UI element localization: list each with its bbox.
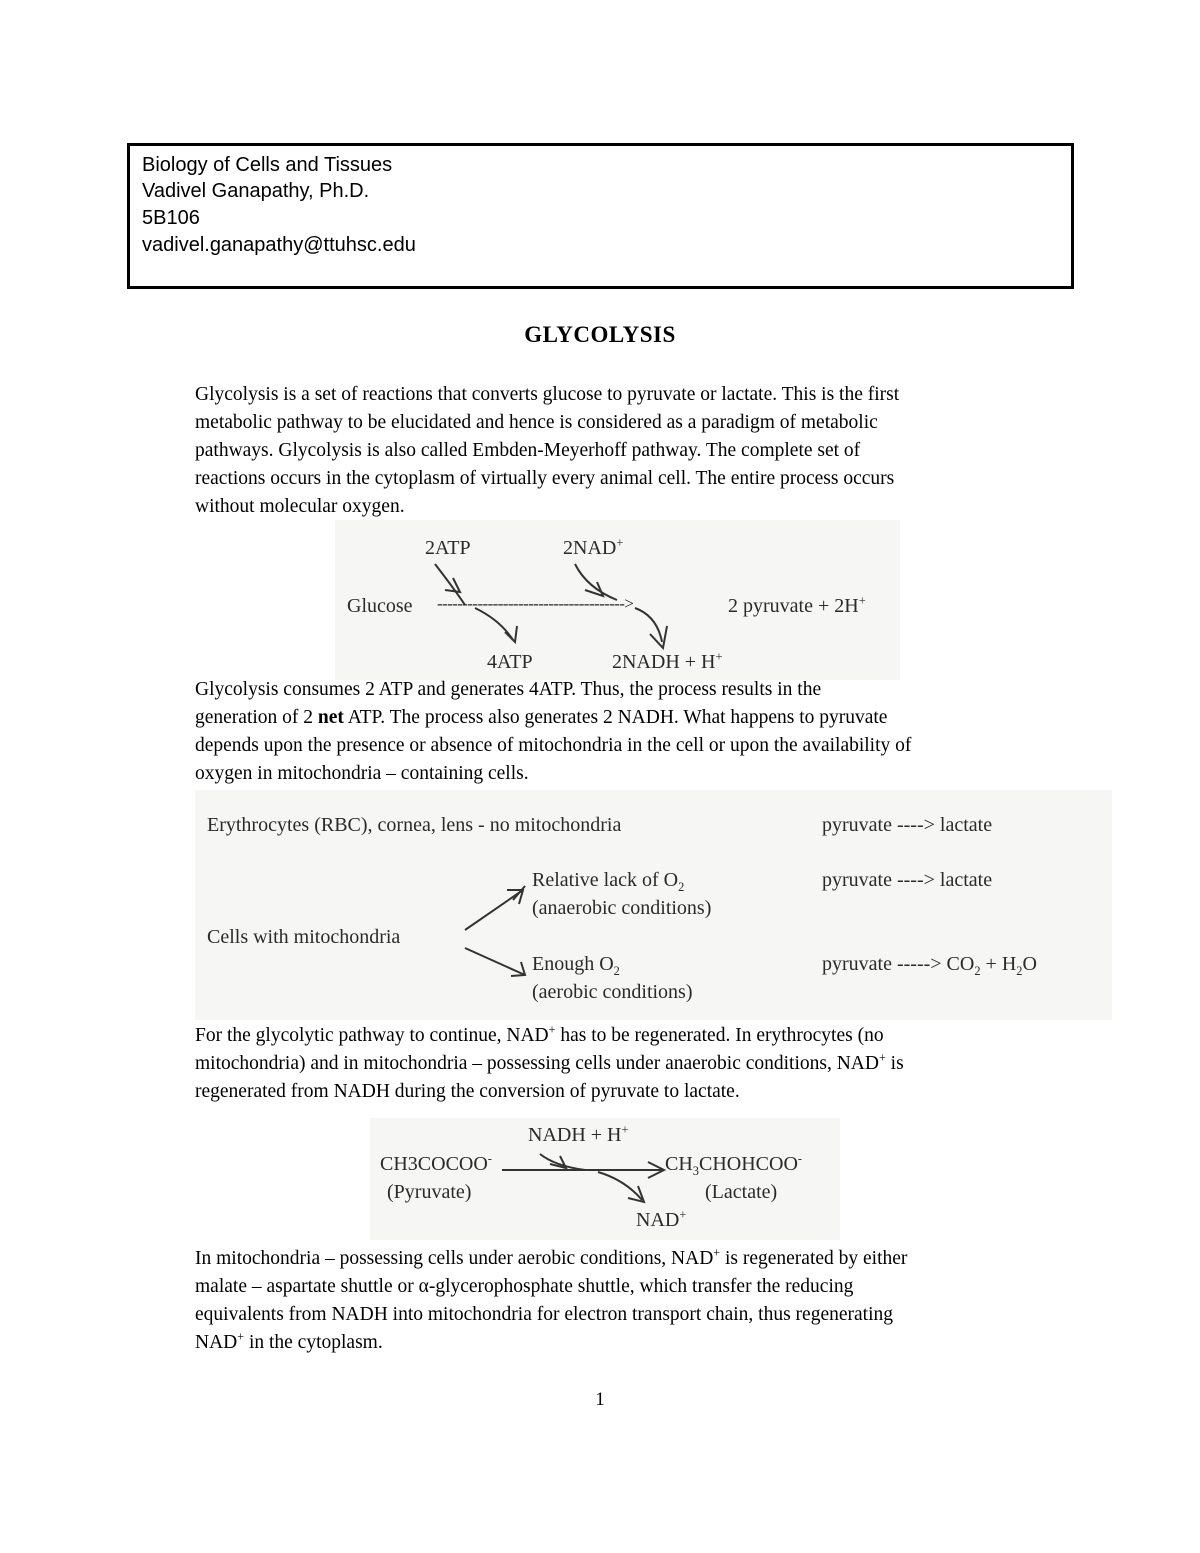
paragraph-line <box>195 1050 904 1078</box>
superscript: + <box>621 1122 629 1137</box>
aerobic-branch-arrow <box>465 948 525 975</box>
text-segment: pyruvate ----> lactate <box>822 814 993 836</box>
text-segment: pyruvate -----> CO <box>822 953 975 975</box>
input-atp-label <box>425 536 471 560</box>
text-segment: Glucose <box>347 595 413 617</box>
text-segment: ATP. The process also generates 2 NADH. What happens to pyruvate <box>343 707 888 728</box>
text-segment: in the cytoplasm. <box>244 1332 383 1353</box>
enough-o2-label <box>532 952 620 976</box>
text-segment: pathways. Glycolysis is also called Embden-Meyerhoff pathway. The complete set of <box>195 440 861 461</box>
room-number: 5B106 <box>142 207 200 229</box>
text-segment: is regenerated by either <box>720 1248 908 1269</box>
text-segment: (Pyruvate) <box>387 1181 472 1203</box>
text-segment: (Lactate) <box>705 1181 778 1203</box>
text-segment: equivalents from NADH into mitochondria for electron transport chain, thus regenerating <box>195 1304 894 1325</box>
pyruvate-product-label <box>728 594 866 618</box>
course-info-box <box>127 143 1074 289</box>
paragraph-line <box>195 760 529 788</box>
paragraph-line <box>195 381 899 409</box>
anaerobic-branch-arrow <box>465 890 523 930</box>
subscript: 2 <box>678 880 685 894</box>
output-atp-label <box>487 650 533 674</box>
glycolysis-overview-figure <box>335 520 900 680</box>
anaerobic-result <box>822 868 992 892</box>
superscript: + <box>713 1245 721 1260</box>
text-segment: Enough O <box>532 953 614 975</box>
mito-cells-label <box>207 925 400 949</box>
text-segment: mitochondria) and in mitochondria – possessing cells under anaerobic conditions, NAD <box>195 1053 879 1074</box>
text-segment: is <box>885 1053 904 1074</box>
subscript: 2 <box>613 964 620 978</box>
nad-out-arrow <box>598 1172 642 1200</box>
text-segment: 2 pyruvate + 2H <box>728 595 859 617</box>
text-segment: 2ATP <box>425 537 471 559</box>
text-segment: net <box>317 707 344 728</box>
superscript: + <box>715 649 723 664</box>
paragraph-line <box>195 704 887 732</box>
text-segment: 2NADH + H <box>612 651 716 673</box>
input-nad-label <box>563 536 623 560</box>
lactate-formula <box>665 1152 802 1176</box>
text-segment: (aerobic conditions) <box>532 981 693 1003</box>
subscript: 3 <box>692 1164 699 1178</box>
glucose-label <box>347 594 413 618</box>
text-segment: without molecular oxygen. <box>195 496 405 517</box>
aerobic-result <box>822 952 1037 976</box>
text-segment: NAD <box>636 1209 680 1231</box>
paragraph-line <box>195 437 860 465</box>
course-name: Biology of Cells and Tissues <box>142 154 393 176</box>
text-segment: regenerated from NADH during the conversion of pyruvate to lactate. <box>195 1081 740 1102</box>
text-segment: metabolic pathway to be elucidated and hence is considered as a paradigm of metabolic <box>195 412 878 433</box>
paragraph-line <box>195 1078 740 1106</box>
pyruvate-name <box>387 1180 471 1204</box>
no-mito-cells-label <box>207 813 621 837</box>
pyruvate-fate-figure <box>195 790 1112 1020</box>
output-nadh-label <box>612 650 723 674</box>
anaerobic-label <box>532 896 711 920</box>
text-segment: depends upon the presence or absence of mitochondria in the cell or upon the availability of <box>195 735 912 756</box>
no-mito-result <box>822 813 992 837</box>
text-segment: Erythrocytes (RBC), cornea, lens - no mitochondria <box>207 814 622 836</box>
subscript: 2 <box>974 964 981 978</box>
text-segment: In mitochondria – possessing cells under aerobic conditions, NAD <box>195 1248 714 1269</box>
paragraph-line <box>195 1022 884 1050</box>
paragraph-line <box>195 1245 907 1273</box>
text-segment: -------------------------------------> <box>437 594 634 613</box>
paragraph-line <box>195 676 821 704</box>
text-segment: reactions occurs in the cytoplasm of virtually every animal cell. The entire process occurs <box>195 468 895 489</box>
lack-o2-label <box>532 868 684 892</box>
superscript: + <box>548 1022 556 1037</box>
paragraph-line <box>195 1329 383 1357</box>
superscript: + <box>616 535 624 550</box>
reaction-arrow <box>437 592 633 616</box>
superscript: + <box>679 1207 687 1222</box>
text-segment: CH3COCOO <box>380 1153 488 1175</box>
text-segment: NAD <box>195 1332 238 1353</box>
paragraph-line <box>195 1273 853 1301</box>
superscript: - <box>797 1151 803 1166</box>
text-segment: (anaerobic conditions) <box>532 897 712 919</box>
nad-label <box>636 1208 686 1232</box>
text-segment: oxygen in mitochondria – containing cells. <box>195 763 529 784</box>
text-segment: Relative lack of O <box>532 869 679 891</box>
nadh-label <box>528 1123 629 1147</box>
text-segment: pyruvate ----> lactate <box>822 869 993 891</box>
paragraph-line <box>195 732 911 760</box>
text-segment: 2NAD <box>563 537 617 559</box>
text-segment: Glycolysis consumes 2 ATP and generates 4ATP. Thus, the process results in the <box>195 679 822 700</box>
superscript: + <box>858 593 866 608</box>
text-segment: NADH + H <box>528 1124 622 1146</box>
text-segment: has to be regenerated. In erythrocytes (no <box>555 1025 884 1046</box>
lactate-name <box>705 1180 777 1204</box>
lactate-reaction-figure <box>370 1118 840 1240</box>
text-segment: + H <box>980 953 1017 975</box>
instructor-email[interactable]: vadivel.ganapathy@ttuhsc.edu <box>142 234 416 256</box>
text-segment: Cells with mitochondria <box>207 926 401 948</box>
superscript: + <box>237 1329 245 1344</box>
paragraph-line <box>195 1301 893 1329</box>
instructor-name: Vadivel Ganapathy, Ph.D. <box>142 180 370 202</box>
text-segment: malate – aspartate shuttle or α-glycerophosphate shuttle, which transfer the reducing <box>195 1276 854 1297</box>
paragraph-line <box>195 409 878 437</box>
text-segment: generation of 2 <box>195 707 318 728</box>
pyruvate-formula <box>380 1152 492 1176</box>
page-number: 1 <box>595 1389 605 1410</box>
paragraph-line <box>195 493 405 521</box>
paragraph-line <box>195 465 894 493</box>
text-segment: 4ATP <box>487 651 533 673</box>
superscript: + <box>878 1050 886 1065</box>
text-segment: CH <box>665 1153 693 1175</box>
text-segment: CHOHCOO <box>699 1153 798 1175</box>
text-segment: O <box>1022 953 1037 975</box>
text-segment: For the glycolytic pathway to continue, NAD <box>195 1025 549 1046</box>
page-title: GLYCOLYSIS <box>524 322 676 347</box>
aerobic-label <box>532 980 693 1004</box>
subscript: 2 <box>1016 964 1023 978</box>
nadh-out-arrow <box>635 608 662 642</box>
superscript: - <box>487 1151 492 1166</box>
text-segment: Glycolysis is a set of reactions that converts glucose to pyruvate or lactate. This is the first <box>195 384 900 405</box>
